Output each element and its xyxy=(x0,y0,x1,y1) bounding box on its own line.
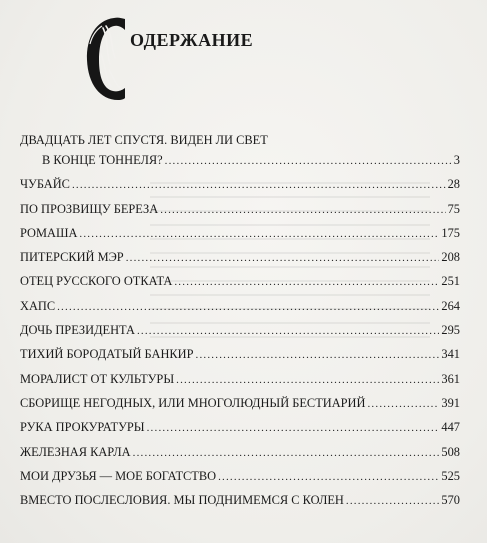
toc-entry xyxy=(20,396,460,420)
toc-leader-dots xyxy=(196,349,440,361)
toc-entry xyxy=(20,469,460,493)
toc-entry-title: ДОЧЬ ПРЕЗИДЕНТА xyxy=(20,323,135,338)
toc-entry xyxy=(20,445,460,469)
toc-entry-title: СБОРИЩЕ НЕГОДНЫХ, ИЛИ МНОГОЛЮДНЫЙ БЕСТИАРИЙ xyxy=(20,395,366,410)
toc-entry-title: МОРАЛИСТ ОТ КУЛЬТУРЫ xyxy=(20,371,175,386)
toc-page-number: 508 xyxy=(441,444,460,459)
toc-page-number: 341 xyxy=(441,347,460,362)
toc-leader-dots xyxy=(218,471,439,483)
toc-entry-title: РУКА ПРОКУРАТУРЫ xyxy=(20,420,145,435)
toc-entry-title-continuation: В КОНЦЕ ТОННЕЛЯ? xyxy=(42,153,163,167)
toc-page-number: 391 xyxy=(441,395,460,410)
toc-leader-dots xyxy=(160,204,445,216)
toc-leader-dots xyxy=(57,301,439,313)
toc-entry xyxy=(20,299,460,323)
table-of-contents xyxy=(20,133,460,517)
toc-page-number: 3 xyxy=(453,153,460,167)
toc-entry xyxy=(20,177,460,201)
toc-entry-title: ХАПС xyxy=(20,298,56,313)
toc-entry-title: ЖЕЛЕЗНАЯ КАРЛА xyxy=(20,444,131,459)
toc-leader-dots xyxy=(165,155,452,167)
toc-page-number: 175 xyxy=(441,225,460,240)
toc-entry xyxy=(20,202,460,226)
toc-entry xyxy=(20,347,460,371)
toc-entry-title: ТИХИЙ БОРОДАТЫЙ БАНКИР xyxy=(20,347,194,362)
toc-entry-first-line xyxy=(20,133,460,153)
toc-entry-title: ПИТЕРСКИЙ МЭР xyxy=(20,250,124,265)
toc-entry-title: МОИ ДРУЗЬЯ — МОЕ БОГАТСТВО xyxy=(20,468,217,483)
toc-entry xyxy=(20,153,460,177)
toc-page-number: 295 xyxy=(441,323,460,338)
toc-entry xyxy=(20,420,460,444)
toc-entry-title: ВМЕСТО ПОСЛЕСЛОВИЯ. МЫ ПОДНИМЕМСЯ С КОЛЕН xyxy=(20,493,344,508)
drop-cap-ornament xyxy=(84,14,126,104)
toc-entry xyxy=(20,226,460,250)
toc-page-number: 28 xyxy=(447,177,460,192)
toc-page-number: 208 xyxy=(441,250,460,265)
toc-entry xyxy=(20,493,460,517)
page-title: ОДЕРЖАНИЕ xyxy=(130,30,254,50)
toc-leader-dots xyxy=(346,495,440,507)
toc-page-number: 75 xyxy=(447,201,460,216)
toc-entry xyxy=(20,372,460,396)
toc-entry-title: ЧУБАЙС xyxy=(20,177,70,192)
toc-page-number: 251 xyxy=(441,274,460,289)
toc-leader-dots xyxy=(367,398,439,410)
toc-leader-dots xyxy=(137,325,439,337)
toc-entry-title: РОМАША xyxy=(20,225,78,240)
toc-leader-dots xyxy=(147,422,440,434)
toc-leader-dots xyxy=(72,179,446,191)
toc-entry xyxy=(20,250,460,274)
toc-page-number: 447 xyxy=(441,420,460,435)
toc-entry-title: ОТЕЦ РУССКОГО ОТКАТА xyxy=(20,274,173,289)
toc-entry-title: ДВАДЦАТЬ ЛЕТ СПУСТЯ. ВИДЕН ЛИ СВЕТ xyxy=(20,133,268,147)
toc-leader-dots xyxy=(79,228,439,240)
toc-leader-dots xyxy=(133,447,440,459)
toc-leader-dots xyxy=(174,276,439,288)
toc-page-number: 570 xyxy=(441,493,460,508)
toc-page-number: 361 xyxy=(441,371,460,386)
toc-page-number: 264 xyxy=(441,298,460,313)
toc-entry xyxy=(20,274,460,298)
toc-leader-dots xyxy=(126,252,440,264)
toc-page-number: 525 xyxy=(441,468,460,483)
toc-leader-dots xyxy=(176,374,439,386)
toc-entry-title: ПО ПРОЗВИЩУ БЕРЕЗА xyxy=(20,201,159,216)
toc-entry xyxy=(20,323,460,347)
